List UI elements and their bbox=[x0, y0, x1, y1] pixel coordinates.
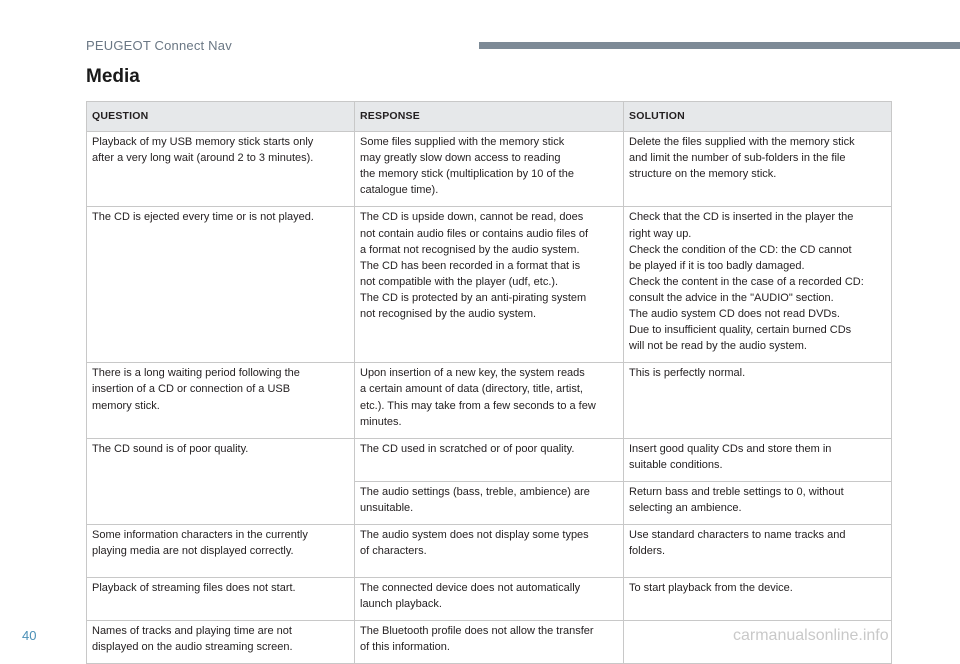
cell-text-line: structure on the memory stick. bbox=[629, 168, 777, 181]
solution-cell bbox=[624, 438, 892, 481]
cell-text-line: Playback of my USB memory stick starts only bbox=[92, 136, 314, 149]
table-row bbox=[87, 525, 892, 578]
cell-text-line: unsuitable. bbox=[360, 501, 414, 514]
response-cell bbox=[355, 578, 624, 621]
cell-text-line: launch playback. bbox=[360, 598, 442, 611]
page-title: Media bbox=[86, 66, 140, 87]
cell-text-line: The audio system does not display some types bbox=[360, 529, 589, 542]
question-cell bbox=[87, 438, 355, 524]
question-cell bbox=[87, 621, 355, 664]
cell-text-line: right way up. bbox=[629, 227, 692, 240]
cell-text-line: The connected device does not automatically bbox=[360, 582, 581, 595]
cell-text-line: the memory stick (multiplication by 10 of the bbox=[360, 168, 574, 181]
cell-text-line: Insert good quality CDs and store them in bbox=[629, 442, 832, 455]
table-row bbox=[87, 363, 892, 438]
cell-text-line: Some information characters in the currently bbox=[92, 529, 308, 542]
cell-text-line: insertion of a CD or connection of a USB bbox=[92, 383, 291, 396]
question-cell bbox=[87, 525, 355, 578]
response-cell bbox=[355, 207, 624, 363]
cell-text-line: playing media are not displayed correctly. bbox=[92, 545, 294, 558]
cell-text-line: not recognised by the audio system. bbox=[360, 308, 537, 321]
table-header-row bbox=[87, 102, 892, 132]
cell-text-line: may greatly slow down access to reading bbox=[360, 152, 561, 165]
table-row bbox=[87, 132, 892, 207]
column-header-solution: SOLUTION bbox=[624, 102, 892, 132]
cell-text-line: displayed on the audio streaming screen. bbox=[92, 641, 293, 654]
cell-text-line: The CD has been recorded in a format that is bbox=[360, 259, 581, 272]
page-number: 40 bbox=[22, 628, 37, 643]
cell-text-line: This is perfectly normal. bbox=[629, 367, 746, 380]
cell-text-line: memory stick. bbox=[92, 399, 160, 412]
cell-text-line: a format not recognised by the audio system. bbox=[360, 243, 580, 256]
cell-text-line: Names of tracks and playing time are not bbox=[92, 625, 292, 638]
cell-text-line: To start playback from the device. bbox=[629, 582, 793, 595]
solution-cell bbox=[624, 578, 892, 621]
cell-text-line: Some files supplied with the memory stick bbox=[360, 136, 565, 149]
response-cell bbox=[355, 481, 624, 524]
cell-text-line: There is a long waiting period following the bbox=[92, 367, 300, 380]
solution-cell bbox=[624, 207, 892, 363]
manual-header-title: PEUGEOT Connect Nav bbox=[86, 38, 232, 53]
table-row bbox=[87, 438, 892, 481]
cell-text-line: Return bass and treble settings to 0, without bbox=[629, 485, 844, 498]
cell-text-line: The audio settings (bass, treble, ambience) are bbox=[360, 485, 590, 498]
question-cell bbox=[87, 578, 355, 621]
cell-text-line: will not be read by the audio system. bbox=[629, 340, 807, 353]
cell-text-line: The CD used in scratched or of poor quality. bbox=[360, 442, 575, 455]
cell-text-line: Check the content in the case of a recorded CD: bbox=[629, 275, 864, 288]
response-cell bbox=[355, 525, 624, 578]
cell-text-line: a certain amount of data (directory, title, artist, bbox=[360, 383, 583, 396]
question-cell bbox=[87, 132, 355, 207]
cell-text-line: Upon insertion of a new key, the system reads bbox=[360, 367, 585, 380]
cell-text-line: The audio system CD does not read DVDs. bbox=[629, 308, 840, 321]
cell-text-line: after a very long wait (around 2 to 3 minutes). bbox=[92, 152, 314, 165]
response-cell bbox=[355, 438, 624, 481]
response-cell bbox=[355, 132, 624, 207]
question-cell bbox=[87, 207, 355, 363]
cell-text-line: not contain audio files or contains audio files of bbox=[360, 227, 589, 240]
cell-text-line: The Bluetooth profile does not allow the transfer bbox=[360, 625, 594, 638]
cell-text-line: Due to insufficient quality, certain burned CDs bbox=[629, 324, 852, 337]
cell-text-line: Playback of streaming files does not start. bbox=[92, 582, 296, 595]
cell-text-line: suitable conditions. bbox=[629, 458, 723, 471]
cell-text-line: The CD is upside down, cannot be read, does bbox=[360, 211, 584, 224]
response-cell bbox=[355, 363, 624, 438]
table-row bbox=[87, 207, 892, 363]
site-watermark: carmanualsonline.info bbox=[733, 627, 889, 644]
header-accent-bar bbox=[479, 42, 960, 49]
cell-text-line: and limit the number of sub-folders in the file bbox=[629, 152, 846, 165]
cell-text-line: Delete the files supplied with the memory stick bbox=[629, 136, 855, 149]
cell-text-line: of this information. bbox=[360, 641, 450, 654]
cell-text-line: The CD is protected by an anti-pirating system bbox=[360, 291, 587, 304]
response-cell bbox=[355, 621, 624, 664]
cell-text-line: The CD is ejected every time or is not played. bbox=[92, 211, 314, 224]
cell-text-line: The CD sound is of poor quality. bbox=[92, 442, 249, 455]
cell-text-line: not compatible with the player (udf, etc.). bbox=[360, 275, 559, 288]
cell-text-line: consult the advice in the "AUDIO" section. bbox=[629, 291, 834, 304]
column-header-response: RESPONSE bbox=[355, 102, 624, 132]
solution-cell bbox=[624, 525, 892, 578]
question-cell bbox=[87, 363, 355, 438]
cell-text-line: folders. bbox=[629, 545, 666, 558]
faq-table bbox=[86, 101, 892, 664]
cell-text-line: selecting an ambience. bbox=[629, 501, 742, 514]
solution-cell bbox=[624, 481, 892, 524]
column-header-question: QUESTION bbox=[87, 102, 355, 132]
cell-text-line: be played if it is too badly damaged. bbox=[629, 259, 805, 272]
cell-text-line: etc.). This may take from a few seconds to a few bbox=[360, 399, 596, 412]
cell-text-line: of characters. bbox=[360, 545, 427, 558]
solution-cell bbox=[624, 363, 892, 438]
solution-cell bbox=[624, 132, 892, 207]
table-row bbox=[87, 578, 892, 621]
cell-text-line: catalogue time). bbox=[360, 184, 439, 197]
cell-text-line: Check that the CD is inserted in the player the bbox=[629, 211, 854, 224]
cell-text-line: Use standard characters to name tracks and bbox=[629, 529, 846, 542]
cell-text-line: minutes. bbox=[360, 415, 402, 428]
cell-text-line: Check the condition of the CD: the CD cannot bbox=[629, 243, 852, 256]
